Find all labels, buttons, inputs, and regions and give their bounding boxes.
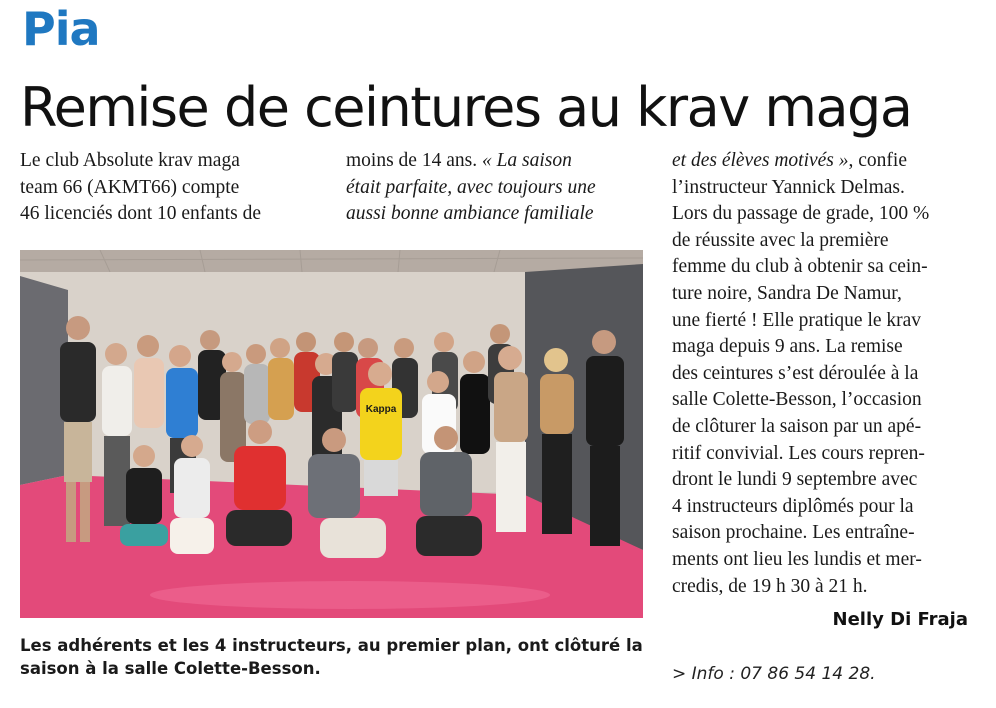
text-line: maga depuis 9 ans. La remise (672, 336, 903, 358)
article-column-2 (346, 148, 646, 228)
quote-run: et des élèves motivés » (672, 150, 849, 171)
text-line: ments ont lieu les lundis et mer- (672, 548, 922, 570)
group-photo (20, 250, 643, 618)
text-line: ritif convivial. Les cours repren- (672, 442, 925, 464)
quote-run: aussi bonne ambiance familiale (346, 203, 594, 225)
article-column-3 (672, 148, 972, 600)
info-contact: > Info : 07 86 54 14 28. (672, 664, 876, 684)
group-photo-illustration (20, 250, 643, 618)
text-line: saison prochaine. Les entraîne- (672, 522, 915, 544)
text-run: , confie (848, 150, 907, 171)
text-line: dront le lundi 9 septembre avec (672, 469, 918, 491)
text-line: ture noire, Sandra De Namur, (672, 282, 902, 304)
kappa-shirt-label: Kappa (365, 404, 397, 415)
section-kicker: Pia (22, 2, 100, 56)
text-line: salle Colette-Besson, l’occasion (672, 389, 922, 411)
text-line: 4 instructeurs diplômés pour la (672, 495, 914, 517)
author-signature: Nelly Di Fraja (832, 609, 968, 630)
text-line (672, 148, 972, 175)
article-headline: Remise de ceintures au krav maga (20, 76, 912, 139)
text-line: credis, de 19 h 30 à 21 h. (672, 575, 868, 597)
text-line: des ceintures s’est déroulée à la (672, 362, 919, 384)
text-line: l’instructeur Yannick Delmas. (672, 176, 905, 198)
floor-reflection (150, 581, 550, 609)
text-run: moins de 14 ans. (346, 150, 482, 171)
photo-caption (20, 634, 643, 680)
text-line: une fierté ! Elle pratique le krav (672, 309, 922, 331)
article-column-1 (20, 148, 320, 228)
text-line (346, 175, 646, 202)
text-line (346, 201, 646, 228)
text-line: femme du club à obtenir sa cein- (672, 256, 928, 278)
text-line: Le club Absolute krav maga (20, 150, 240, 171)
caption-line: saison à la salle Colette-Besson. (20, 659, 321, 678)
quote-run: « La saison (481, 150, 572, 171)
text-line (346, 148, 646, 175)
text-line: de réussite avec la première (672, 229, 889, 251)
text-line: Lors du passage de grade, 100 % (672, 203, 930, 225)
quote-run: était parfaite, avec toujours une (346, 176, 596, 198)
text-line: 46 licenciés dont 10 enfants de (20, 203, 261, 225)
caption-line: Les adhérents et les 4 instructeurs, au premier plan, ont clôturé la (20, 636, 643, 655)
text-line: de clôturer la saison par un apé- (672, 415, 922, 437)
text-line: team 66 (AKMT66) compte (20, 176, 240, 198)
